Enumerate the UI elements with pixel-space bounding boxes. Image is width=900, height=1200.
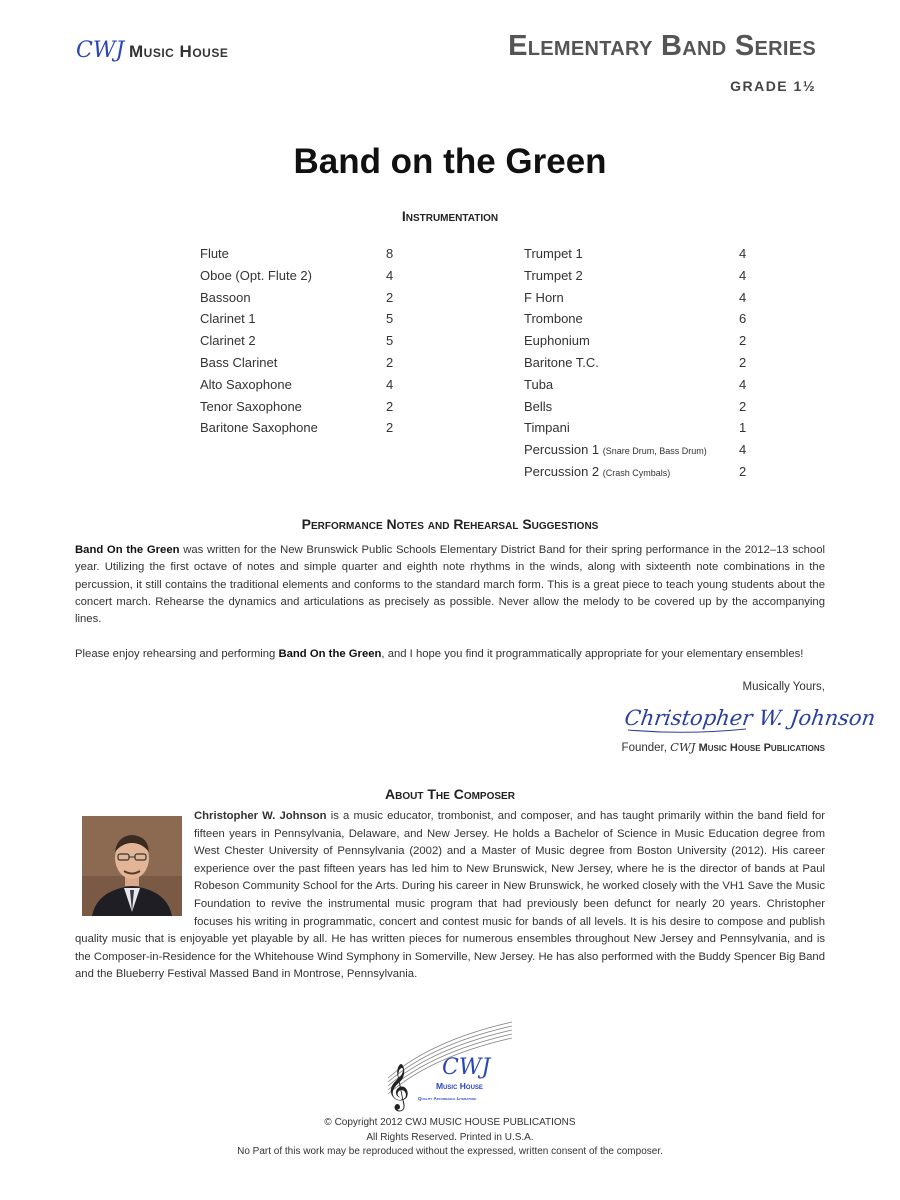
instrument-qty: 2 [386,398,394,414]
page-title: Band on the Green [293,142,607,181]
instrument-row [524,420,754,442]
instrument-name: Bassoon [200,289,251,305]
founder-company: Music House Publications [698,742,825,754]
instrument-row [524,268,754,290]
composer-name: Christopher W. Johnson [194,810,327,822]
signature-image [623,695,878,739]
instrument-name: Percussion 2 [524,463,600,479]
instrument-qty: 4 [386,376,394,392]
instrument-name: Alto Saxophone [200,376,292,392]
instrumentation-heading: Instrumentation [401,208,499,224]
instrument-name: Flute [200,246,229,261]
instrument-name: Timpani [524,420,570,436]
instrument-qty: 2 [386,354,394,370]
instrument-qty: 2 [386,420,394,436]
instrument-row [524,311,754,333]
instrument-row [524,399,754,421]
instrument-name: Tuba [524,376,554,392]
instrument-row [200,311,400,333]
performance-text-1: was written for the New Brunswick Public Schools Elementary District Band for their spring performance in the 2012–13 school year. Utilizing the first octave of notes and simple quarter and eighth note rhythms in the winds, along with sixteenth note combinations in the percussion, it still contains the traditional elements and conforms to the standard march form. This is a great piece to teach young students about the concert march. Rehearse the dynamics and articulations as precisely as possible. Never allow the melody to be covered up by the accompanying lines. [75,544,825,626]
brand-cwj: CWJ [76,38,125,63]
rights-line: All Rights Reserved. Printed in U.S.A. [366,1131,534,1143]
instrument-row [200,333,400,355]
performance-text-2b: , and I hope you find it programmatically appropriate for your elementary ensembles! [381,648,804,660]
founder-label: Founder, [621,742,671,754]
performance-heading: Performance Notes and Rehearsal Suggestions [301,516,599,532]
instrument-row [524,442,754,464]
instrument-name: Bass Clarinet [200,354,278,370]
instrument-row [200,290,400,312]
instrument-name: Clarinet 2 [200,333,256,349]
piece-title-bold: Band On the Green [278,648,382,660]
instrument-name: Bells [524,398,553,414]
instrument-name: Oboe (Opt. Flute 2) [200,267,312,283]
logo-name: Music House [436,1081,483,1091]
instrument-name: Baritone T.C. [524,354,599,370]
brand-logo [76,38,228,63]
composer-bio [75,808,825,984]
instrument-qty: 2 [739,354,747,370]
copyright-block [0,1116,900,1160]
instrument-qty: 4 [386,267,394,283]
logo-cwj: CWJ [442,1055,491,1080]
instrument-name: Percussion 1 [524,442,600,458]
instrument-qty: 6 [739,311,747,327]
grade-label: GRADE 1½ [730,78,816,94]
instrument-qty: 4 [739,267,747,283]
performance-paragraph-1 [75,542,825,628]
instrument-list-left [200,246,400,442]
instrument-row [524,246,754,268]
performance-paragraph-2 [75,646,825,663]
instrument-row [200,399,400,421]
closing-text: Musically Yours, [742,681,825,693]
instrument-row [200,377,400,399]
composer-bio-body: is a music educator, trombonist, and composer, and has taught primarily within the band field for fifteen years in Pennsylvania, Delaware, and New Jersey. He holds a Bachelor of Science in Music Education degree from West Chester University of Pennsylvania (2002) and a Master of Music degree from Boston University (2012). His career experience over the past fifteen years has led him to New Brunswick, New Jersey, where he is the director of bands at Paul Robeson Community School for the Arts. During his career in New Brunswick, he worked closely with the VH1 Save the Music Foundation to revive the instrumental music program that had previously been defunct for nearly 20 years. Christopher focuses his writing in programmatic, concert and contest music for bands of all levels. It is his desire to compose and publish quality music that is enjoyable yet playable by all. He has written pieces for numerous ensembles throughout New Jersey and Pennsylvania, and is the Composer-in-Residence for the Whitehouse Wind Symphony in Somerville, New Jersey. He has also performed with the Buddy Spencer Big Band and the Blueberry Festival Massed Band in Montrose, Pennsylvania. [75,810,825,981]
instrument-qty: 2 [386,289,394,305]
instrument-name: F Horn [524,289,564,305]
composer-heading: About The Composer [385,786,515,802]
copyright-line: © Copyright 2012 CWJ MUSIC HOUSE PUBLICATIONS [324,1117,576,1128]
instrument-note: (Crash Cymbals) [602,467,671,478]
instrument-row [200,355,400,377]
instrument-row [524,464,754,486]
founder-cwj: CWJ [670,740,696,754]
instrument-row [524,333,754,355]
instrument-qty: 4 [739,246,747,261]
instrument-row [200,246,400,268]
logo-tagline: Quality Affordable Literature [418,1096,477,1101]
instrument-qty: 4 [739,442,747,458]
instrument-qty: 4 [739,289,747,305]
photo-spacer [75,808,194,919]
instrument-name: Trumpet 2 [524,267,583,283]
instrument-row [524,377,754,399]
instrument-name: Trumpet 1 [524,246,583,261]
instrument-list-right [524,246,754,486]
instrument-qty: 8 [386,246,394,261]
cwj-logo [382,1018,516,1110]
signature-text: Christopher W. Johnson [623,705,878,730]
instrument-name: Baritone Saxophone [200,420,318,436]
instrument-qty: 5 [386,333,394,349]
instrument-name: Euphonium [524,333,590,349]
instrument-qty: 1 [739,420,747,436]
series-title: Elementary Band Series [508,30,816,62]
instrument-row [200,420,400,442]
instrument-name: Trombone [524,311,583,327]
treble-clef-icon: 𝄞 [386,1064,410,1110]
instrument-row [200,268,400,290]
piece-title-bold: Band On the Green [75,544,180,556]
instrument-qty: 2 [739,333,747,349]
instrument-name: Tenor Saxophone [200,398,302,414]
instrument-qty: 2 [739,463,747,479]
instrument-note: (Snare Drum, Bass Drum) [602,446,707,457]
instrument-qty: 4 [739,376,747,392]
instrument-name: Clarinet 1 [200,311,256,327]
brand-name: Music House [129,42,229,61]
instrument-row [524,290,754,312]
instrument-row [524,355,754,377]
founder-line [622,740,825,754]
performance-text-2a: Please enjoy rehearsing and performing [75,648,279,660]
instrument-qty: 5 [386,311,394,327]
instrument-qty: 2 [739,398,747,414]
reproduction-notice: No Part of this work may be reproduced without the expressed, written consent of the composer. [237,1146,663,1157]
